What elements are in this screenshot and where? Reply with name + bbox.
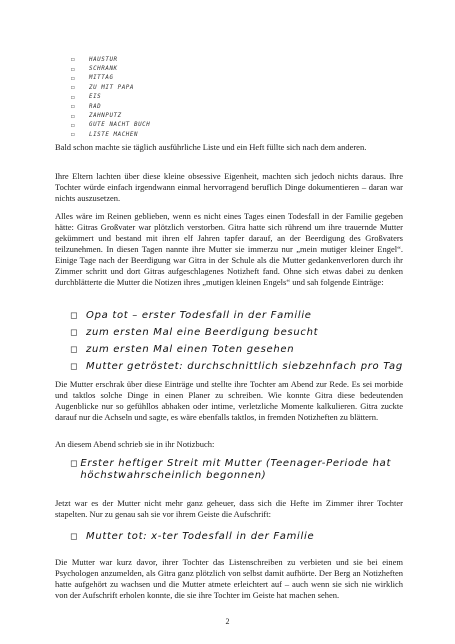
checkbox-bullet-icon: ◻ [70,362,79,372]
handwritten-entry-text: EIS [89,94,102,101]
handwritten-entry-text: Mutter tot: x-ter Todesfall in der Familie [86,531,315,542]
paragraph: Bald schon machte sie täglich ausführliche Liste und ein Heft füllte sich nach dem anderen. [55,142,367,152]
checkbox-bullet-icon: ◻ [71,93,76,101]
handwritten-list-death [55,531,403,543]
handwritten-entry-text: GUTE NACHT BUCH [89,122,151,129]
handwritten-entry-text: ZAHNPUTZ [89,113,122,120]
paragraph: Jetzt war es der Mutter nicht mehr ganz geheuer, dass sich die Hefte im Zimmer ihrer Tochter stapelten. Nur zu genau sah sie vor ihrem Geiste die Aufschrift: [55,498,403,519]
handwritten-list-item [55,344,403,356]
checkbox-bullet-icon: ◻ [70,328,79,338]
handwritten-list-item [55,55,403,64]
checkbox-bullet-icon: ◻ [71,74,76,82]
checkbox-bullet-icon: ◻ [70,459,79,469]
handwritten-entry-text: zum ersten Mal eine Beerdigung besucht [86,327,319,338]
handwritten-list-item [55,121,403,130]
paragraph: Die Mutter war kurz davor, ihrer Tochter das Listenschreiben zu verbieten und sie bei einem Psychologen anzumelden, als Gitra ganz plötzlich von selbst damit aufhörte. Der Berg an Notizheften hatte aufgehört zu wachsen und die Mutter atmete erleichtert auf – auch wenn sie sich nie wirklich von der Aufschrift erholen konnte, die sie ihre Tochter im Geiste hat machen sehen. [55,557,403,600]
checkbox-bullet-icon: ◻ [71,65,76,73]
handwritten-list-item [55,102,403,111]
handwritten-list-item [55,111,403,120]
checkbox-bullet-icon: ◻ [70,532,79,542]
page-number: 2 [225,617,230,626]
handwritten-list-item [55,458,403,482]
paragraph-1-block [55,142,403,153]
checkbox-bullet-icon: ◻ [70,311,79,321]
handwritten-entry-text: LISTE MACHEN [89,131,139,138]
handwritten-list-item [55,361,403,373]
paragraph-4-block [55,379,403,423]
handwritten-entry-text: SCHRANK [89,66,118,73]
handwritten-entry-text: Erster heftiger Streit mit Mutter (Teenager-Periode hat höchstwahrscheinlich begonnen) [80,458,392,481]
paragraph: An diesem Abend schrieb sie in ihr Notizbuch: [55,439,215,449]
paragraph-7-block [55,557,403,601]
handwritten-list-argument [55,458,403,482]
handwritten-entry-text: RAD [89,103,102,110]
checkbox-bullet-icon: ◻ [71,56,76,64]
handwritten-list-item [55,74,403,83]
paragraph: Alles wäre im Reinen geblieben, wenn es nicht eines Tages einen Todesfall in der Familie gegeben hätte: Gitras Großvater war plötzlich verstorben. Gitra hatte sich rührend um ihre trauernde Mutter gekümmert und bestand mit ihren elf Jahren tapfer darauf, an der Beerdigung des Großvaters teilzunehmen. In diesen Tagen nannte ihre Mutter sie immerzu nur „mein mutiger kleiner Engel“. Einige Tage nach der Beerdigung war Gitra in der Schule als die Mutter gedankenverloren durch ihr Zimmer schritt und dort Gitras aufgeschlagenes Notizheft fand. Ohne sich etwas dabei zu denken durchblätterte die Mutter die Notizen ihres „mutigen kleinen Engels“ und sah folgende Einträge: [55,211,403,287]
paragraph-2-block [55,171,403,204]
paragraph-3-block [55,211,403,288]
handwritten-entry-text: MITTAG [89,75,114,82]
checkbox-bullet-icon: ◻ [70,345,79,355]
handwritten-list-item [55,531,403,543]
paragraph-6-block [55,498,403,520]
paragraph: Ihre Eltern lachten über diese kleine obsessive Eigenheit, machten sich jedoch nichts daraus. Ihre Tochter würde einfach irgendwann einmal hervorragend beruflich Dinge dokumentieren – daran war nichts auszusetzen. [55,171,403,203]
paragraph-5-block [55,439,403,450]
handwritten-list-item [55,64,403,73]
checkbox-bullet-icon: ◻ [71,112,76,120]
handwritten-entry-text: Mutter getröstet: durchschnittlich siebzehnfach pro Tag [86,361,403,372]
handwritten-list-item [55,130,403,139]
checkbox-bullet-icon: ◻ [71,103,76,111]
handwritten-list-item [55,327,403,339]
handwritten-entry-text: zum ersten Mal einen Toten gesehen [86,344,295,355]
handwritten-entry-text: ZU MIT PAPA [89,84,134,91]
handwritten-list-short [55,55,403,140]
handwritten-list-item [55,93,403,102]
handwritten-list-item [55,83,403,92]
handwritten-list-funeral [55,310,403,378]
handwritten-list-item [55,310,403,322]
checkbox-bullet-icon: ◻ [71,84,76,92]
handwritten-entry-text: Opa tot – erster Todesfall in der Familie [86,310,312,321]
paragraph: Die Mutter erschrak über diese Einträge und stellte ihre Tochter am Abend zur Rede. Es sei morbide und taktlos solche Dinge in einen Planer zu schreiben. Wie konnte Gitra diese bedeutenden Augenblicke nur so gefühllos abhaken oder intime, verletzliche Momente kalkulieren. Gitra zuckte darauf nur die Achseln und sagte, es wäre ebenfalls taktlos, in fremden Notizheften zu blättern. [55,379,403,422]
checkbox-bullet-icon: ◻ [71,131,76,139]
checkbox-bullet-icon: ◻ [71,121,76,129]
handwritten-entry-text: HAUSTUR [89,56,118,63]
